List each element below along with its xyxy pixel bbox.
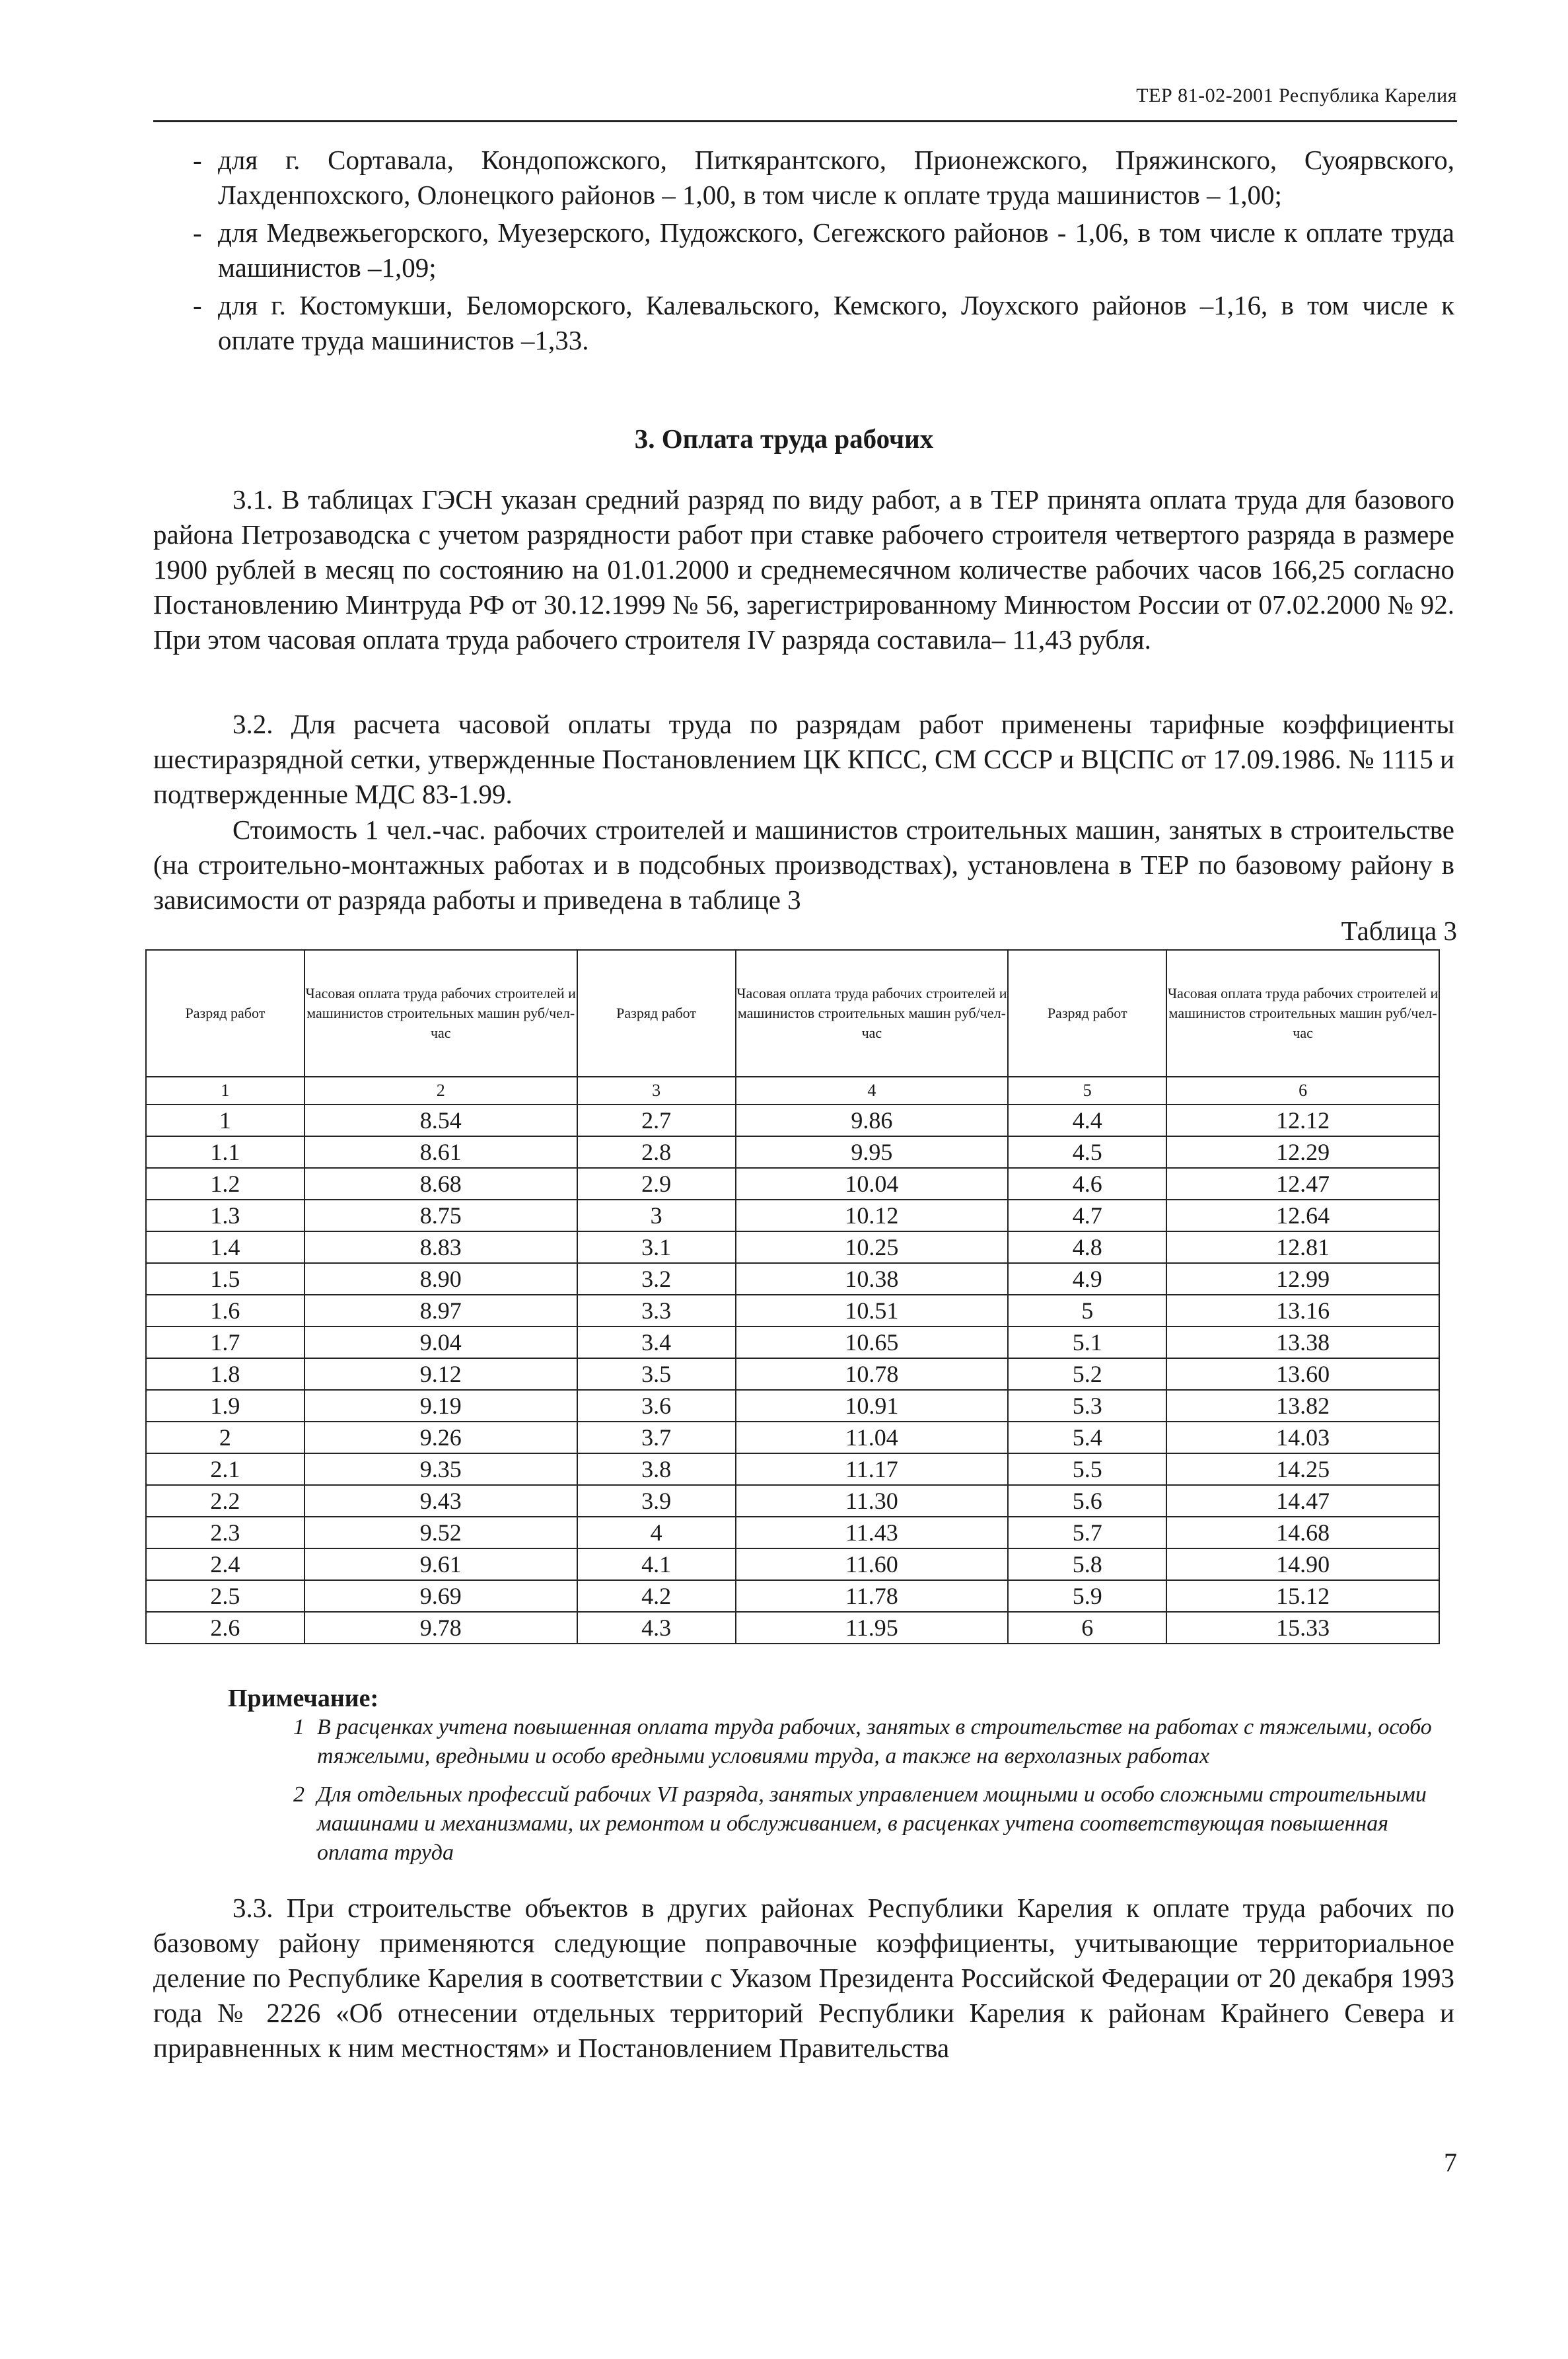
rank-cell: 1.1: [146, 1136, 304, 1168]
list-item: [193, 143, 1454, 213]
pay-cell: 10.78: [736, 1358, 1009, 1390]
paragraph-3-1: 3.1. В таблицах ГЭСН указан средний разряд по виду работ, а в ТЕР принята оплата труда для базового района Петрозаводска с учетом разрядности работ при ставке рабочего строителя четвертого разряда в размере 1900 рублей в месяц по состоянию на 01.01.2000 и среднемесячном количестве рабочих часов 166,25 согласно Постановлению Минтруда РФ от 30.12.1999 № 56, зарегистрированному Минюстом России от 07.02.2000 № 92. При этом часовая оплата труда рабочего строителя IV разряда составила– 11,43 рубля.: [153, 484, 1454, 655]
note-text: В расценках учтена повышенная оплата труда рабочих, занятых в строительстве на работах с тяжелыми, особо тяжелыми, вредными и особо вредными условиями труда, а также на верхолазных работах: [317, 1715, 1432, 1768]
table-row: [146, 1580, 1439, 1612]
column-number-row: [146, 1077, 1439, 1105]
pay-cell: 10.04: [736, 1168, 1009, 1200]
pay-cell: 9.95: [736, 1136, 1009, 1168]
table-body: [146, 1105, 1439, 1644]
pay-cell: 8.90: [304, 1263, 577, 1295]
wage-table: [145, 949, 1440, 1644]
note-number: 2: [293, 1782, 304, 1807]
note-item: [293, 1713, 1453, 1771]
table-row: [146, 1326, 1439, 1358]
pay-cell: 12.47: [1166, 1168, 1439, 1200]
bullet-dash: -: [193, 145, 202, 175]
rank-cell: 4.9: [1008, 1263, 1166, 1295]
running-title: ТЕР 81-02-2001 Республика Карелия: [1136, 85, 1457, 106]
rank-cell: 2.8: [577, 1136, 736, 1168]
table-row: [146, 1295, 1439, 1326]
rank-cell: 1.2: [146, 1168, 304, 1200]
column-number: 1: [146, 1077, 304, 1105]
rank-cell: 5.4: [1008, 1422, 1166, 1453]
pay-cell: 9.86: [736, 1105, 1009, 1136]
pay-cell: 11.95: [736, 1612, 1009, 1644]
column-number: 4: [736, 1077, 1009, 1105]
rank-cell: 2.2: [146, 1485, 304, 1517]
pay-cell: 14.25: [1166, 1453, 1439, 1485]
rank-cell: 5.3: [1008, 1390, 1166, 1422]
column-number: 6: [1166, 1077, 1439, 1105]
pay-cell: 10.51: [736, 1295, 1009, 1326]
rank-cell: 3.5: [577, 1358, 736, 1390]
rank-cell: 5.8: [1008, 1548, 1166, 1580]
pay-cell: 12.81: [1166, 1231, 1439, 1263]
rank-cell: 4.1: [577, 1548, 736, 1580]
pay-cell: 11.17: [736, 1453, 1009, 1485]
rank-cell: 1.5: [146, 1263, 304, 1295]
pay-cell: 10.25: [736, 1231, 1009, 1263]
column-number: 2: [304, 1077, 577, 1105]
rank-cell: 2.4: [146, 1548, 304, 1580]
pay-cell: 9.19: [304, 1390, 577, 1422]
table-row: [146, 1168, 1439, 1200]
table-row: [146, 1105, 1439, 1136]
rank-cell: 5.6: [1008, 1485, 1166, 1517]
pay-cell: 12.64: [1166, 1200, 1439, 1231]
rank-cell: 5.9: [1008, 1580, 1166, 1612]
rank-cell: 4.2: [577, 1580, 736, 1612]
pay-cell: 8.83: [304, 1231, 577, 1263]
paragraph-3-3: 3.3. При строительстве объектов в других районах Республики Карелия к оплате труда рабочих по базовому району применяются следующие поправочные коэффициенты, учитывающие территориальное деление по Республике Карелия в соответствии с Указом Президента Российской Федерации от 20 декабря 1993 года № 2226 «Об отнесении отдельных территорий Республики Карелия к районам Крайнего Севера и приравненных к ним местностям» и Постановлением Правительства: [153, 1893, 1454, 2063]
pay-cell: 12.29: [1166, 1136, 1439, 1168]
pay-cell: 11.60: [736, 1548, 1009, 1580]
pay-cell: 9.78: [304, 1612, 577, 1644]
pay-cell: 9.61: [304, 1548, 577, 1580]
pay-cell: 8.54: [304, 1105, 577, 1136]
table-row: [146, 1231, 1439, 1263]
rank-cell: 2.9: [577, 1168, 736, 1200]
pay-cell: 9.12: [304, 1358, 577, 1390]
rank-cell: 1.9: [146, 1390, 304, 1422]
rank-cell: 1.7: [146, 1326, 304, 1358]
rank-cell: 5: [1008, 1295, 1166, 1326]
rank-cell: 4.7: [1008, 1200, 1166, 1231]
table-row: [146, 1390, 1439, 1422]
column-header: Разряд работ: [146, 950, 304, 1077]
rank-cell: 2.5: [146, 1580, 304, 1612]
bullet-list: [193, 143, 1454, 361]
rank-cell: 1.4: [146, 1231, 304, 1263]
table-row: [146, 1200, 1439, 1231]
pay-cell: 9.04: [304, 1326, 577, 1358]
column-header: Разряд работ: [577, 950, 736, 1077]
table-row: [146, 1263, 1439, 1295]
notes-list: [293, 1713, 1453, 1877]
pay-cell: 13.60: [1166, 1358, 1439, 1390]
pay-cell: 14.90: [1166, 1548, 1439, 1580]
rank-cell: 3.1: [577, 1231, 736, 1263]
rank-cell: 2.7: [577, 1105, 736, 1136]
pay-cell: 10.38: [736, 1263, 1009, 1295]
table-caption: Таблица 3: [1341, 916, 1457, 946]
rank-cell: 4.5: [1008, 1136, 1166, 1168]
pay-cell: 11.04: [736, 1422, 1009, 1453]
list-item-text: для г. Костомукши, Беломорского, Калевальского, Кемского, Лоухского районов –1,16, в том числе к оплате труда машинистов –1,33.: [218, 290, 1454, 355]
table-row: [146, 1136, 1439, 1168]
table-row: [146, 1485, 1439, 1517]
column-header: Разряд работ: [1008, 950, 1166, 1077]
rank-cell: 4.4: [1008, 1105, 1166, 1136]
pay-cell: 11.30: [736, 1485, 1009, 1517]
table-row: [146, 1358, 1439, 1390]
column-number: 5: [1008, 1077, 1166, 1105]
column-number: 3: [577, 1077, 736, 1105]
bullet-dash: -: [193, 217, 202, 248]
pay-cell: 10.12: [736, 1200, 1009, 1231]
pay-cell: 9.26: [304, 1422, 577, 1453]
rank-cell: 3.8: [577, 1453, 736, 1485]
pay-cell: 14.47: [1166, 1485, 1439, 1517]
note-item: [293, 1780, 1453, 1868]
table-header-row: [146, 950, 1439, 1077]
bullet-dash: -: [193, 290, 202, 320]
rank-cell: 3.7: [577, 1422, 736, 1453]
rank-cell: 5.2: [1008, 1358, 1166, 1390]
rank-cell: 5.7: [1008, 1517, 1166, 1548]
rank-cell: 3.4: [577, 1326, 736, 1358]
rank-cell: 1.8: [146, 1358, 304, 1390]
note-title: Примечание:: [228, 1685, 379, 1712]
rank-cell: 6: [1008, 1612, 1166, 1644]
rank-cell: 1.3: [146, 1200, 304, 1231]
section-heading: 3. Оплата труда рабочих: [634, 423, 934, 454]
rank-cell: 2.3: [146, 1517, 304, 1548]
list-item-text: для г. Сортавала, Кондопожского, Питкярантского, Прионежского, Пряжинского, Суоярвского, Лахденпохского, Олонецкого районов – 1,00, в том числе к оплате труда машинистов – 1,00;: [218, 145, 1454, 210]
table-row: [146, 1548, 1439, 1580]
table-row: [146, 1453, 1439, 1485]
pay-cell: 9.52: [304, 1517, 577, 1548]
pay-cell: 13.16: [1166, 1295, 1439, 1326]
rank-cell: 4.6: [1008, 1168, 1166, 1200]
paragraph-3-2: 3.2. Для расчета часовой оплаты труда по разрядам работ применены тарифные коэффициенты шестиразрядной сетки, утвержденные Постановлением ЦК КПСС, СМ СССР и ВЦСПС от 17.09.1986. № 1115 и подтвержденные МДС 83-1.99.: [153, 709, 1454, 809]
rank-cell: 1: [146, 1105, 304, 1136]
pay-cell: 8.97: [304, 1295, 577, 1326]
column-header: Часовая оплата труда рабочих строителей и машинистов строительных машин руб/чел-час: [304, 950, 577, 1077]
pay-cell: 9.35: [304, 1453, 577, 1485]
list-item-text: для Медвежьегорского, Муезерского, Пудожского, Сегежского районов - 1,06, в том числе к оплате труда машинистов –1,09;: [218, 217, 1454, 283]
pay-cell: 12.99: [1166, 1263, 1439, 1295]
page-number: 7: [1444, 2148, 1457, 2177]
header-rule: [153, 120, 1457, 122]
pay-cell: 13.82: [1166, 1390, 1439, 1422]
column-header: Часовая оплата труда рабочих строителей и машинистов строительных машин руб/чел-час: [1166, 950, 1439, 1077]
rank-cell: 3.3: [577, 1295, 736, 1326]
pay-cell: 8.75: [304, 1200, 577, 1231]
rank-cell: 5.5: [1008, 1453, 1166, 1485]
rank-cell: 4: [577, 1517, 736, 1548]
pay-cell: 14.68: [1166, 1517, 1439, 1548]
table-row: [146, 1517, 1439, 1548]
pay-cell: 8.68: [304, 1168, 577, 1200]
pay-cell: 11.78: [736, 1580, 1009, 1612]
list-item: [193, 215, 1454, 285]
rank-cell: 3: [577, 1200, 736, 1231]
rank-cell: 3.6: [577, 1390, 736, 1422]
pay-cell: 15.12: [1166, 1580, 1439, 1612]
pay-cell: 14.03: [1166, 1422, 1439, 1453]
table-row: [146, 1612, 1439, 1644]
pay-cell: 13.38: [1166, 1326, 1439, 1358]
rank-cell: 2: [146, 1422, 304, 1453]
rank-cell: 4.3: [577, 1612, 736, 1644]
pay-cell: 10.91: [736, 1390, 1009, 1422]
rank-cell: 3.2: [577, 1263, 736, 1295]
rank-cell: 4.8: [1008, 1231, 1166, 1263]
pay-cell: 8.61: [304, 1136, 577, 1168]
rank-cell: 2.6: [146, 1612, 304, 1644]
note-text: Для отдельных профессий рабочих VI разряда, занятых управлением мощными и особо сложными строительными машинами и механизмами, их ремонтом и обслуживанием, в расценках учтена соответствующая повышенная оплата труда: [317, 1782, 1427, 1865]
pay-cell: 11.43: [736, 1517, 1009, 1548]
column-header: Часовая оплата труда рабочих строителей и машинистов строительных машин руб/чел-час: [736, 950, 1009, 1077]
rank-cell: 1.6: [146, 1295, 304, 1326]
table-row: [146, 1422, 1439, 1453]
paragraph-3-2-cost: Стоимость 1 чел.-час. рабочих строителей и машинистов строительных машин, занятых в строительстве (на строительно-монтажных работах и в подсобных производствах), установлена в ТЕР по базовому району в зависимости от разряда работы и приведена в таблице 3: [153, 815, 1454, 915]
pay-cell: 9.43: [304, 1485, 577, 1517]
rank-cell: 2.1: [146, 1453, 304, 1485]
pay-cell: 10.65: [736, 1326, 1009, 1358]
pay-cell: 9.69: [304, 1580, 577, 1612]
rank-cell: 5.1: [1008, 1326, 1166, 1358]
pay-cell: 15.33: [1166, 1612, 1439, 1644]
pay-cell: 12.12: [1166, 1105, 1439, 1136]
note-number: 1: [293, 1715, 304, 1739]
list-item: [193, 288, 1454, 358]
rank-cell: 3.9: [577, 1485, 736, 1517]
